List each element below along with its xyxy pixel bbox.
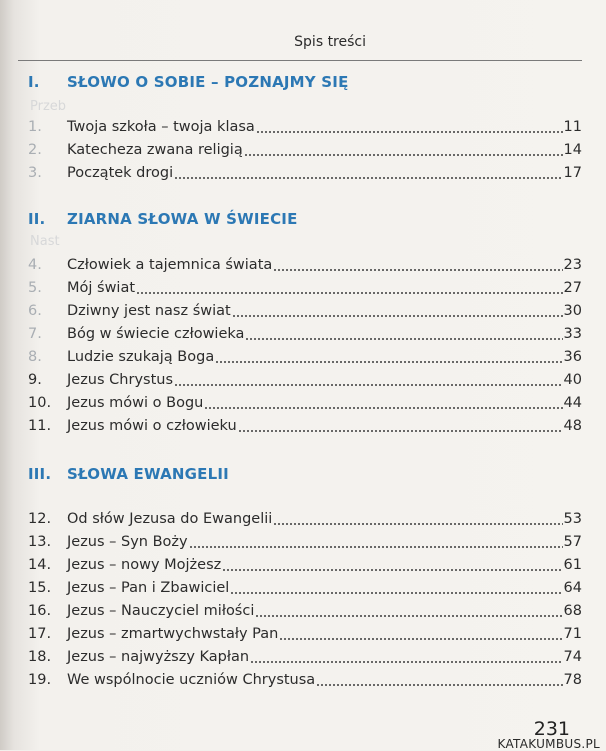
leader-dots [204,395,562,411]
entry-title: Jezus mówi o Bogu [67,395,204,411]
leader-dots [256,119,563,135]
toc-entry [28,119,582,141]
entry-title: Ludzie szukają Boga [67,349,215,365]
toc-entry [28,418,582,440]
entry-number: 17. [28,626,52,642]
entry-page: 36 [563,349,582,365]
toc-entry [28,672,582,694]
toc-entry [28,580,582,602]
section-numeral: II. [28,210,46,228]
toc-entry [28,165,582,187]
leader-dots [273,257,562,273]
leader-dots [136,280,563,296]
page-number: 231 [533,718,570,740]
entry-page: 78 [563,672,582,688]
toc-entry [28,395,582,417]
entry-number: 15. [28,580,52,596]
leader-dots [232,303,563,319]
toc-entry [28,326,582,348]
section-title: SŁOWO O SOBIE – POZNAJMY SIĘ [67,73,349,91]
entry-title: Bóg w świecie człowieka [67,326,245,342]
entry-number: 16. [28,603,52,619]
entry-page: 57 [563,534,582,550]
section-numeral: III. [28,465,52,483]
entry-title: Jezus mówi o człowieku [67,418,237,434]
toc-entry [28,534,582,556]
toc-entry [28,142,582,164]
leader-dots [250,649,562,665]
toc-entry [28,257,582,279]
entry-number: 11. [28,418,52,434]
entry-page: 33 [563,326,582,342]
entry-number: 1. [28,119,42,135]
entry-title: Dziwny jest nasz świat [67,303,231,319]
entry-page: 61 [563,557,582,573]
entry-page: 48 [563,418,582,434]
leader-dots [174,372,563,388]
leader-dots [279,626,562,642]
entry-number: 8. [28,349,42,365]
entry-title: Człowiek a tajemnica świata [67,257,273,273]
toc-entry [28,557,582,579]
entry-number: 9. [28,372,42,388]
entry-page: 11 [563,119,582,135]
entry-number: 19. [28,672,52,688]
entry-page: 23 [563,257,582,273]
header-rule [18,60,582,61]
entry-title: Jezus – Pan i Zbawiciel [67,580,230,596]
entry-page: 64 [563,580,582,596]
entry-page: 68 [563,603,582,619]
entry-number: 6. [28,303,42,319]
toc-entry [28,349,582,371]
entry-page: 53 [563,511,582,527]
entry-number: 4. [28,257,42,273]
leader-dots [189,534,563,550]
leader-dots [238,418,563,434]
entry-page: 17 [563,165,582,181]
entry-number: 13. [28,534,52,550]
entry-number: 12. [28,511,52,527]
entry-title: Jezus – nowy Mojżesz [67,557,222,573]
toc-entry [28,649,582,671]
toc-entry [28,511,582,533]
leader-dots [245,326,562,342]
bleed-through-text: Nast [30,234,60,249]
leader-dots [215,349,562,365]
entry-page: 74 [563,649,582,665]
entry-title: Mój świat [67,280,136,296]
entry-page: 27 [563,280,582,296]
section-title: SŁOWA EWANGELII [67,465,229,483]
entry-title: Twoja szkoła – twoja klasa [67,119,255,135]
entry-page: 40 [563,372,582,388]
entry-title: Jezus – Syn Boży [67,534,188,550]
leader-dots [255,603,562,619]
leader-dots [222,557,562,573]
toc-entry [28,626,582,648]
running-head: Spis treści [294,34,366,50]
leader-dots [244,142,563,158]
entry-number: 7. [28,326,42,342]
entry-page: 30 [563,303,582,319]
leader-dots [174,165,562,181]
entry-number: 3. [28,165,42,181]
entry-page: 14 [563,142,582,158]
entry-number: 18. [28,649,52,665]
toc-entry [28,280,582,302]
entry-number: 2. [28,142,42,158]
entry-title: Jezus – Nauczyciel miłości [67,603,255,619]
toc-entry [28,303,582,325]
entry-title: Katecheza zwana religią [67,142,243,158]
section-title: ZIARNA SŁOWA W ŚWIECIE [67,210,298,228]
entry-title: We wspólnocie uczniów Chrystusa [67,672,316,688]
leader-dots [316,672,562,688]
leader-dots [230,580,562,596]
entry-page: 71 [563,626,582,642]
entry-page: 44 [563,395,582,411]
entry-title: Początek drogi [67,165,174,181]
entry-title: Od słów Jezusa do Ewangelii [67,511,273,527]
watermark: KATAKUMBUS.PL [497,737,600,751]
entry-title: Jezus – zmartwychwstały Pan [67,626,279,642]
entry-title: Jezus Chrystus [67,372,174,388]
entry-title: Jezus – najwyższy Kapłan [67,649,250,665]
section-numeral: I. [28,73,40,91]
entry-number: 10. [28,395,52,411]
bleed-through-text: Przeb [30,99,67,114]
leader-dots [273,511,562,527]
toc-entry [28,603,582,625]
entry-number: 14. [28,557,52,573]
entry-number: 5. [28,280,42,296]
toc-entry [28,372,582,394]
